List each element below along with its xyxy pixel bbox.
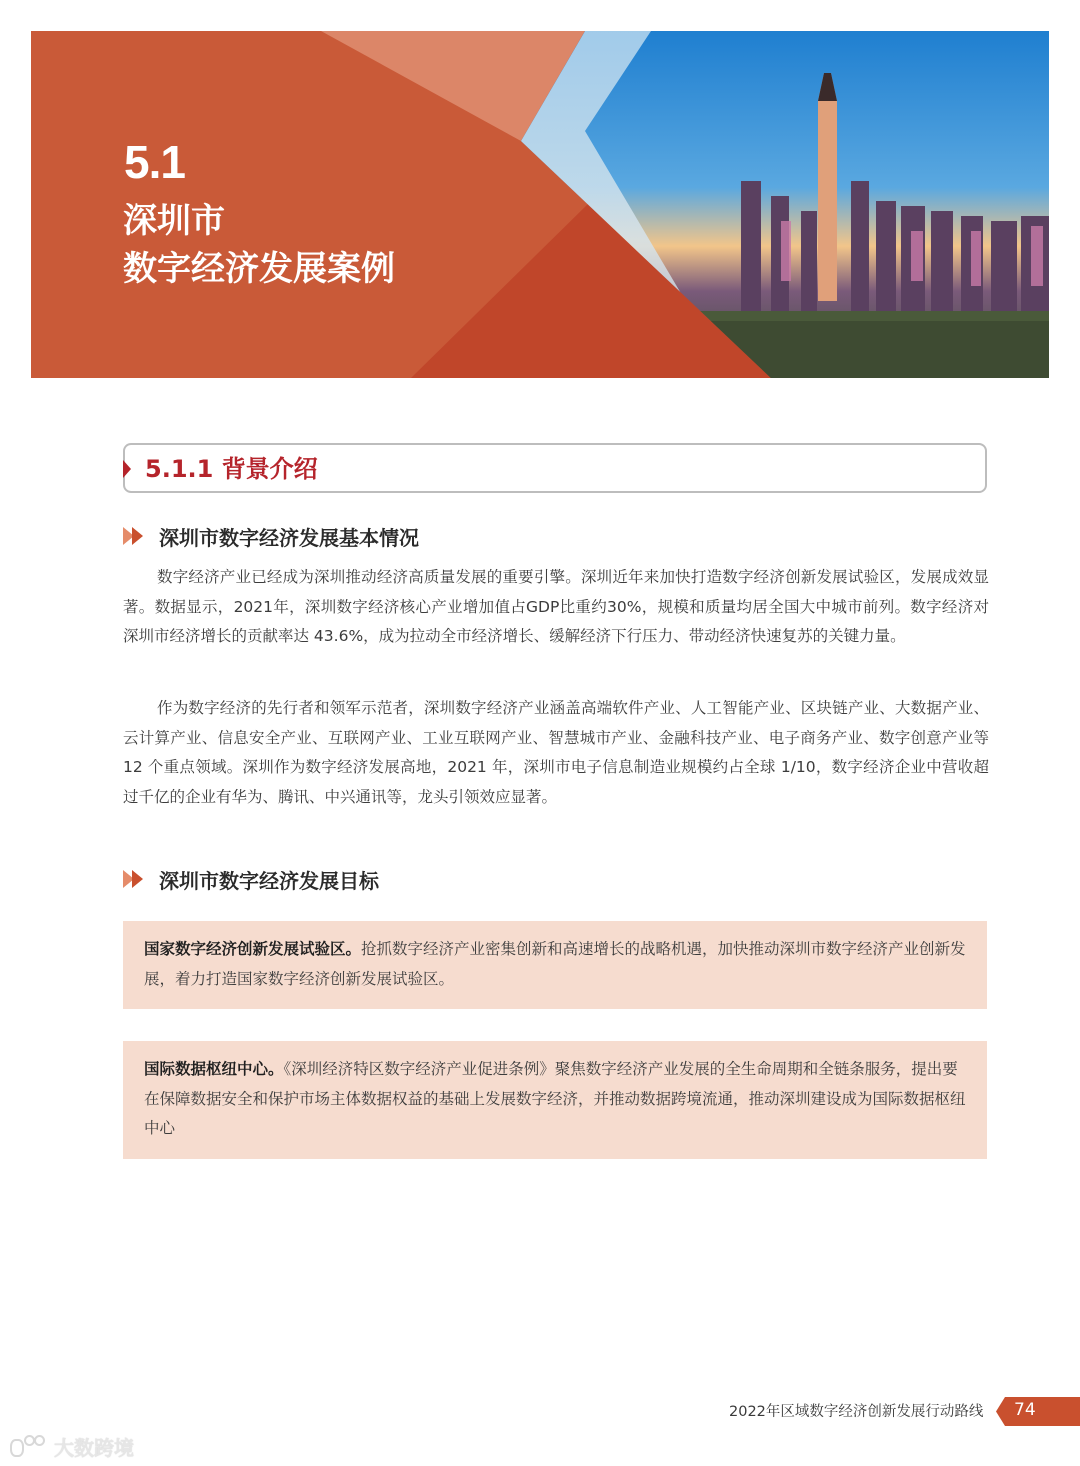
subsection-heading-label: 深圳市数字经济发展目标 (159, 868, 379, 893)
triangle-marker-icon (123, 460, 131, 478)
section-title: 5.1.1 背景介绍 (145, 455, 318, 483)
subsection-heading-basic-situation (123, 522, 419, 550)
chapter-title-line1: 深圳市 (123, 201, 225, 241)
double-arrow-icon (123, 526, 149, 546)
footer-report-title: 2022年区域数字经济创新发展行动路线 (729, 1404, 984, 1420)
callout-title: 国家数字经济创新发展试验区。 (144, 940, 362, 958)
chapter-number: 5.1 (124, 136, 185, 188)
subsection-heading-development-goals (123, 865, 379, 893)
watermark-text: 大数跨境 (54, 1436, 134, 1460)
callout-text: 《深圳经济特区数字经济产业促进条例》聚焦数字经济产业发展的全生命周期和全链条服务，提出要在保障数据安全和保护市场主体数据权益的基础上发展数字经济，并推动数据跨境流通，推动深圳建设成为国际数据枢纽中心 (144, 1060, 966, 1137)
subsection-heading-label: 深圳市数字经济发展基本情况 (159, 525, 419, 550)
watermark (10, 1432, 134, 1461)
page-tab-shape (996, 1397, 1080, 1426)
paragraph-digital-economy-overview: 数字经济产业已经成为深圳推动经济高质量发展的重要引擎。深圳近年来加快打造数字经济创新发展试验区，发展成效显著。数据显示，2021年，深圳数字经济核心产业增加值占GDP比重约30%，规模和质量均居全国大中城市前列。数字经济对深圳市经济增长的贡献率达 43.6%，成为拉动全市经济增长、缓解经济下行压力、带动经济快速复苏的关键力量。 (123, 568, 989, 645)
paragraph-key-industries: 作为数字经济的先行者和领军示范者，深圳数字经济产业涵盖高端软件产业、人工智能产业、区块链产业、大数据产业、云计算产业、信息安全产业、互联网产业、工业互联网产业、智慧城市产业、金融科技产业、电子商务产业、数字创意产业等 12 个重点领域。深圳作为数字经济发展高地，2021 年，深圳市电子信息制造业规模约占全球 1/10，数字经济企业中营收超过千亿的企业有华为、腾讯、中兴通讯等，龙头引领效应显著。 (123, 699, 989, 806)
watermark-logo-icon (10, 1435, 48, 1459)
double-arrow-icon (123, 869, 149, 889)
chapter-title-line2: 数字经济发展案例 (123, 249, 395, 289)
callout-international-data-hub (123, 1041, 987, 1159)
page-number: 74 (1014, 1400, 1036, 1420)
page-number-tab (996, 1397, 1080, 1426)
callout-title: 国际数据枢纽中心。 (144, 1060, 284, 1078)
callout-text: 抢抓数字经济产业密集创新和高速增长的战略机遇，加快推动深圳市数字经济产业创新发展，着力打造国家数字经济创新发展试验区。 (144, 940, 966, 988)
chapter-banner (31, 31, 1049, 378)
callout-national-pilot-zone (123, 921, 987, 1009)
section-heading-box (123, 443, 987, 493)
chapter-title (123, 197, 395, 293)
